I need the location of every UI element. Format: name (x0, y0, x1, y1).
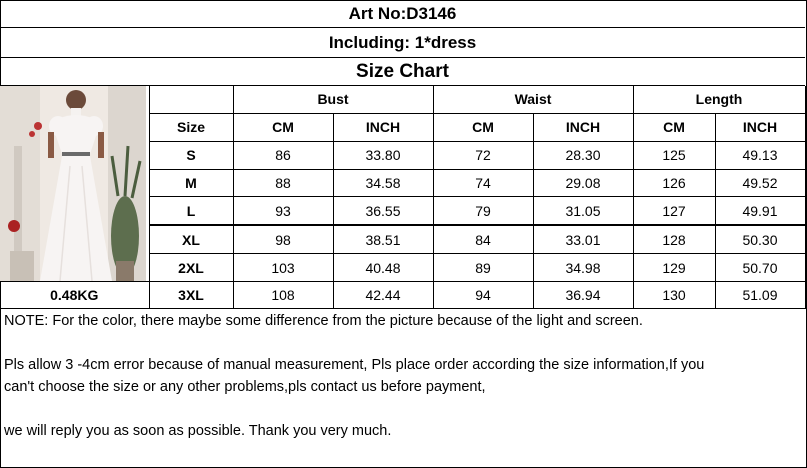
bust-cm-cell: 98 (233, 225, 333, 253)
size-cell: S (149, 141, 233, 169)
bust-cm-cell: 108 (233, 282, 333, 309)
length-inch-cell: 50.70 (715, 254, 805, 282)
waist-inch-cell: 33.01 (533, 225, 633, 253)
size-chart-title: Size Chart (0, 58, 805, 86)
waist-cm-cell: 94 (433, 282, 533, 309)
length-cm-cell: 128 (633, 225, 715, 253)
waist-cm-cell: 79 (433, 197, 533, 225)
waist-cm-cell: 72 (433, 141, 533, 169)
size-cell: 2XL (149, 254, 233, 282)
bust-cm-cell: 103 (233, 254, 333, 282)
unit-header: INCH (533, 113, 633, 141)
package-weight: 0.48KG (0, 282, 149, 309)
bust-cm-cell: 93 (233, 197, 333, 225)
size-cell: XL (149, 225, 233, 253)
waist-inch-cell: 31.05 (533, 197, 633, 225)
bust-inch-cell: 36.55 (333, 197, 433, 225)
waist-cm-cell: 84 (433, 225, 533, 253)
length-cm-cell: 130 (633, 282, 715, 309)
unit-header: INCH (333, 113, 433, 141)
bust-cm-cell: 86 (233, 141, 333, 169)
length-cm-cell: 129 (633, 254, 715, 282)
length-inch-cell: 49.52 (715, 169, 805, 197)
length-header: Length (633, 86, 805, 113)
length-inch-cell: 51.09 (715, 282, 805, 309)
product-photo (0, 86, 149, 282)
size-cell: M (149, 169, 233, 197)
including-line: Including: 1*dress (0, 28, 805, 58)
waist-inch-cell: 36.94 (533, 282, 633, 309)
size-table (0, 86, 806, 309)
waist-inch-cell: 28.30 (533, 141, 633, 169)
unit-header: CM (433, 113, 533, 141)
waist-cm-cell: 89 (433, 254, 533, 282)
art-number: Art No:D3146 (0, 0, 805, 28)
bust-inch-cell: 33.80 (333, 141, 433, 169)
note-color: NOTE: For the color, there maybe some difference from the picture because of the light and screen. (4, 313, 643, 329)
size-cell: L (149, 197, 233, 225)
bust-inch-cell: 38.51 (333, 225, 433, 253)
length-cm-cell: 126 (633, 169, 715, 197)
bust-inch-cell: 42.44 (333, 282, 433, 309)
waist-cm-cell: 74 (433, 169, 533, 197)
bust-header: Bust (233, 86, 433, 113)
note-reply: we will reply you as soon as possible. Thank you very much. (4, 423, 392, 439)
notes-section (4, 310, 804, 442)
waist-header: Waist (433, 86, 633, 113)
length-inch-cell: 49.13 (715, 141, 805, 169)
note-error-line1: Pls allow 3 -4cm error because of manual measurement, Pls place order according the size information,If you (4, 357, 705, 373)
size-cell: 3XL (149, 282, 233, 309)
unit-header: CM (233, 113, 333, 141)
bust-inch-cell: 40.48 (333, 254, 433, 282)
length-inch-cell: 50.30 (715, 225, 805, 253)
unit-header: INCH (715, 113, 805, 141)
table-row (0, 282, 805, 309)
unit-header: CM (633, 113, 715, 141)
note-error-line2: can't choose the size or any other problems,pls contact us before payment, (4, 379, 486, 395)
length-inch-cell: 49.91 (715, 197, 805, 225)
waist-inch-cell: 29.08 (533, 169, 633, 197)
length-cm-cell: 125 (633, 141, 715, 169)
size-column-header: Size (149, 113, 233, 141)
waist-inch-cell: 34.98 (533, 254, 633, 282)
length-cm-cell: 127 (633, 197, 715, 225)
bust-cm-cell: 88 (233, 169, 333, 197)
bust-inch-cell: 34.58 (333, 169, 433, 197)
dress-model-image (0, 86, 146, 281)
